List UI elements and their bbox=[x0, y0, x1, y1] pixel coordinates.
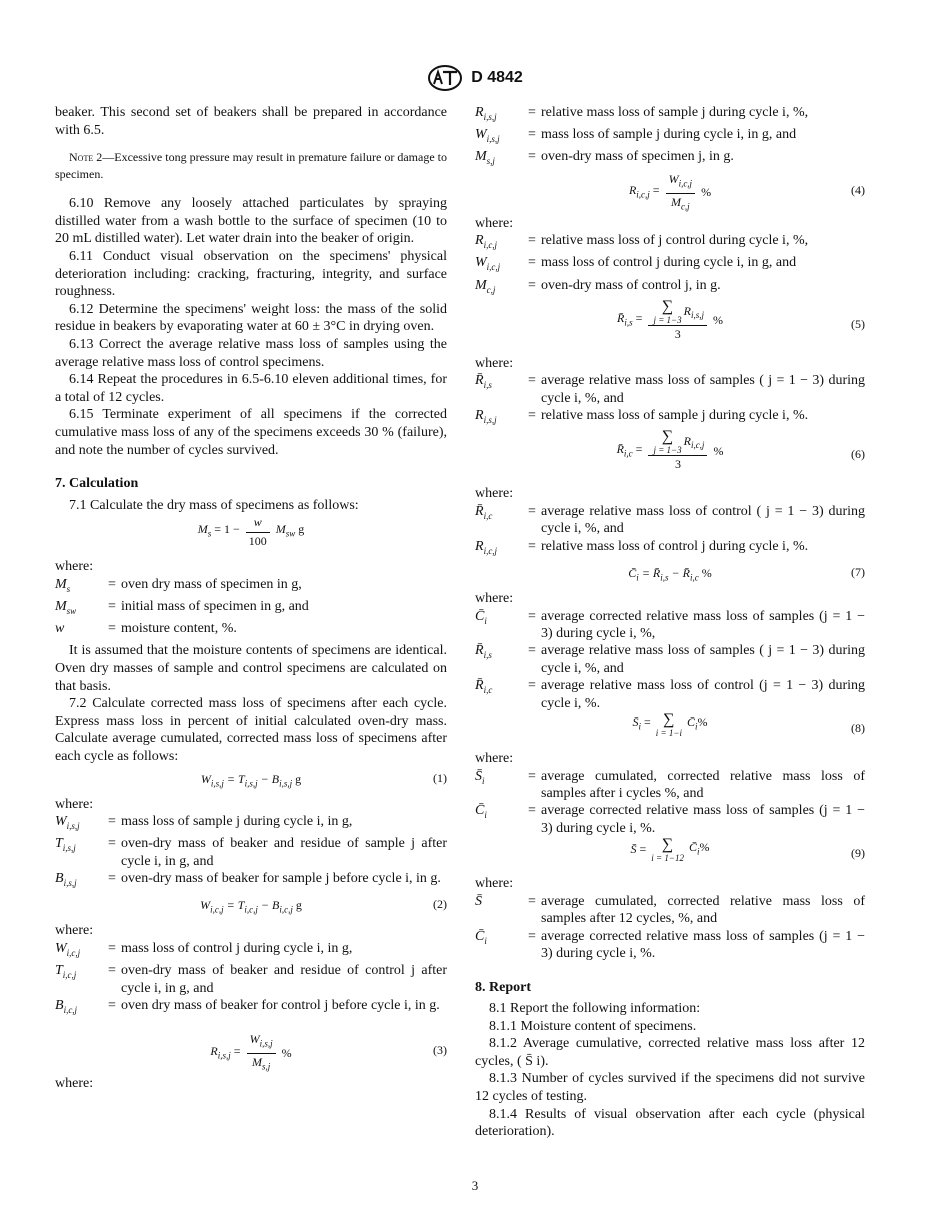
equation-6: $R̄_{i,c}$ = ∑ j = 1−3 $R_{i,c,j}$ 3 % (6) bbox=[616, 428, 865, 472]
equation-dry-mass: $M_s = 1$ − $\frac{w}{100}$ $M_{sw}$ g bbox=[197, 515, 305, 548]
definition-row: $R̄_{i,s}$ = average relative mass loss of samples ( j = 1 − 3) during cycle i, %, and bbox=[475, 643, 865, 676]
definition-row: $R_{i,c,j}$ = relative mass loss of control j during cycle i, %. bbox=[475, 538, 865, 560]
definition-text: mass loss of control j during cycle i, in g, bbox=[121, 941, 353, 957]
paragraph-6-15: 6.15 Terminate experiment of all specimens if the corrected cumulative mass loss of any of the specimens exceeds 30 % (failure), and note the number of cycles survived. bbox=[55, 407, 447, 458]
equation-1: $W_{i,s,j} = T_{i,s,j} - B_{i,s,j}$ g (1) bbox=[200, 770, 447, 789]
definition-symbol: $W_{i,s,j}$ bbox=[55, 814, 80, 832]
definition-text: average cumulated, corrected relative mass loss of samples after 12 cycles, %, and bbox=[541, 893, 865, 927]
definition-row: $W_{i,c,j}$ = mass loss of control j during cycle i, in g, and bbox=[475, 254, 865, 276]
definition-symbol: $C̄_i$ bbox=[475, 608, 487, 626]
equation-number: (4) bbox=[851, 182, 865, 197]
equation-9: S̄ = ∑ i = 1−12 $C̄_i\%$ (9) bbox=[630, 836, 865, 864]
where-label: where: bbox=[475, 486, 514, 502]
note-text: —Excessive tong pressure may result in premature failure or damage to specimen. bbox=[55, 150, 447, 182]
equation-number: (2) bbox=[433, 897, 447, 912]
definitions-equation-2 bbox=[55, 940, 447, 1019]
standard-designation: D 4842 bbox=[471, 69, 523, 86]
definitions-equation-8 bbox=[475, 768, 865, 838]
paragraph-7-2: 7.2 Calculate corrected mass loss of specimens after each cycle. Express mass loss in percent of initial calculated oven-dry mass. Calculate average cumulated, corrected mass loss of specimens after each cycle as follows: bbox=[55, 696, 447, 765]
definition-text: relative mass loss of j control during cycle i, %, bbox=[541, 233, 809, 249]
definition-symbol: $S̄_i$ bbox=[475, 768, 485, 786]
definition-row: $M_s$ = oven dry mass of specimen in g, bbox=[55, 576, 447, 598]
definition-row: $C̄_i$ = average corrected relative mass loss of samples (j = 1 − 3) during cycle i, %, bbox=[475, 608, 865, 642]
definition-symbol: $W_{i,c,j}$ bbox=[55, 941, 81, 958]
equation-number: (9) bbox=[851, 846, 865, 861]
equation-4: $R_{i,c,j}$ = $\frac{W_{i,c,j}}{M_{c,j}}$ % (4) bbox=[628, 171, 865, 211]
definition-row: $C̄_i$ = average corrected relative mass loss of samples (j = 1 − 3) during cycle i, %. bbox=[475, 803, 865, 836]
paragraph-continued: beaker. This second set of beakers shall be prepared in accordance with 6.5. bbox=[55, 105, 447, 138]
definition-symbol: $R̄_{i,s}$ bbox=[475, 643, 492, 661]
paragraph-8-1: 8.1 Report the following information: bbox=[489, 1001, 701, 1017]
definition-text: moisture content, %. bbox=[121, 621, 237, 637]
equation-5: $R̄_{i,s}$ = ∑ j = 1−3 $R_{i,s,j}$ 3 % (5) bbox=[617, 297, 865, 341]
definition-row: $R_{i,s,j}$ = relative mass loss of sample j during cycle i, %. bbox=[475, 407, 865, 429]
definitions-equation-7 bbox=[475, 608, 865, 712]
where-label: where: bbox=[55, 1076, 94, 1092]
definitions-equation-1 bbox=[55, 813, 447, 892]
paragraph-6-12: 6.12 Determine the specimens' weight loss: the mass of the solid residue in beakers by evaporating water at 60 ± 3°C in drying oven. bbox=[55, 301, 447, 335]
definition-symbol: $T_{i,s,j}$ bbox=[55, 836, 76, 854]
paragraph-8-1-4: 8.1.4 Results of visual observation after each cycle (physical deterioration). bbox=[475, 1106, 865, 1140]
paragraph-8-1-1: 8.1.1 Moisture content of specimens. bbox=[489, 1018, 697, 1034]
definition-text: oven-dry mass of beaker and residue of sample j after cycle i, in g, and bbox=[121, 836, 447, 869]
astm-logo-icon bbox=[427, 64, 463, 92]
where-label: where: bbox=[475, 215, 514, 231]
definition-text: oven-dry mass of beaker and residue of control j after cycle i, in g, and bbox=[121, 963, 447, 996]
definition-symbol: S̄ bbox=[475, 893, 482, 909]
equation-number: (3) bbox=[433, 1043, 447, 1058]
definition-text: average corrected relative mass loss of samples (j = 1 − 3) during cycle i, %, bbox=[541, 608, 865, 642]
definition-text: mass loss of control j during cycle i, in g, and bbox=[541, 255, 797, 271]
definition-symbol: $M_{s,j}$ bbox=[475, 149, 495, 167]
definition-text: average corrected relative mass loss of samples (j = 1 − 3) during cycle i, %. bbox=[541, 803, 865, 836]
where-label: where: bbox=[475, 355, 514, 371]
where-label: where: bbox=[55, 796, 94, 812]
definition-row: $M_{c,j}$ = oven-dry mass of control j, in g. bbox=[475, 277, 865, 299]
definition-symbol: $T_{i,c,j}$ bbox=[55, 963, 77, 981]
equation-number: (6) bbox=[851, 447, 865, 462]
definition-symbol: $R̄_{i,c}$ bbox=[475, 504, 493, 521]
definition-symbol: $B_{i,s,j}$ bbox=[55, 871, 77, 889]
definition-text: average cumulated, corrected relative mass loss of samples after i cycles %, and bbox=[541, 768, 865, 802]
definitions-equation-5 bbox=[475, 372, 865, 429]
definition-text: average relative mass loss of control ( j = 1 − 3) during cycle i, %, and bbox=[541, 504, 865, 537]
definition-row: S̄ = average cumulated, corrected relative mass loss of samples after 12 cycles, %, and bbox=[475, 893, 865, 927]
paragraph-6-10: 6.10 Remove any loosely attached particulates by spraying distilled water from a wash bottle to the surface of specimen (10 to 20 mL distilled water). Let water drain into the beaker of origin. bbox=[55, 196, 447, 247]
definition-symbol: $M_{sw}$ bbox=[55, 599, 77, 616]
definition-symbol: $R̄_{i,s}$ bbox=[475, 373, 492, 391]
definition-row: $M_{sw}$ = initial mass of specimen in g, and bbox=[55, 598, 447, 620]
section-8-heading: 8. Report bbox=[475, 979, 531, 995]
equation-3: $R_{i,s,j}$ = $\frac{W_{i,s,j}}{M_{s,j}}$ % (3) bbox=[210, 1032, 447, 1072]
definition-symbol: $R_{i,c,j}$ bbox=[475, 538, 498, 556]
where-label: where: bbox=[475, 751, 514, 767]
equation-8: $S̄_i$ = ∑ i = 1−i $C̄_i\%$ (8) bbox=[632, 711, 865, 739]
paragraph-6-14: 6.14 Repeat the procedures in 6.5-6.10 eleven additional times, for a total of 12 cycles. bbox=[55, 372, 447, 405]
equation-number: (7) bbox=[851, 565, 865, 580]
right-column bbox=[475, 104, 865, 1141]
note-label: Note 2 bbox=[69, 150, 103, 165]
equation-2: $W_{i,c,j} = T_{i,c,j} - B_{i,c,j}$ g (2) bbox=[200, 897, 447, 915]
definition-text: oven dry mass of beaker for control j before cycle i, in g. bbox=[121, 998, 440, 1014]
definition-symbol: $B_{i,c,j}$ bbox=[55, 998, 78, 1015]
definition-symbol: $R̄_{i,c}$ bbox=[475, 678, 493, 696]
page-number: 3 bbox=[471, 1178, 479, 1193]
definition-text: mass loss of sample j during cycle i, in g, and bbox=[541, 127, 797, 143]
definition-symbol: $M_s$ bbox=[55, 576, 71, 594]
equation-number: (1) bbox=[433, 770, 447, 785]
definition-row: $B_{i,c,j}$ = oven dry mass of beaker for control j before cycle i, in g. bbox=[55, 997, 447, 1019]
where-label: where: bbox=[475, 591, 514, 607]
definition-row: $W_{i,c,j}$ = mass loss of control j during cycle i, in g, bbox=[55, 940, 447, 962]
definition-symbol: w bbox=[55, 621, 65, 637]
definition-row: $B_{i,s,j}$ = oven-dry mass of beaker for sample j before cycle i, in g. bbox=[55, 870, 447, 892]
paragraph-6-13: 6.13 Correct the average relative mass loss of samples using the average relative mass loss of control specimens. bbox=[55, 336, 447, 370]
definition-symbol: $C̄_i$ bbox=[475, 803, 487, 821]
definition-text: relative mass loss of sample j during cycle i, %, bbox=[541, 105, 809, 120]
note-2 bbox=[55, 149, 447, 183]
paragraph-6-11: 6.11 Conduct visual observation on the specimens' physical deterioration including: cracking, fracturing, integrity, and surface roughness. bbox=[55, 248, 447, 300]
paragraph-8-1-3: 8.1.3 Number of cycles survived if the specimens did not survive 12 cycles of testing. bbox=[475, 1071, 865, 1105]
definition-row: $R_{i,c,j}$ = relative mass loss of j control during cycle i, %, bbox=[475, 232, 865, 254]
definition-row: $R_{i,s,j}$ = relative mass loss of sample j during cycle i, %, bbox=[475, 104, 865, 126]
where-label: where: bbox=[55, 559, 94, 575]
definition-text: average corrected relative mass loss of samples (j = 1 − 3) during cycle i, %. bbox=[541, 928, 865, 962]
definition-text: initial mass of specimen in g, and bbox=[121, 599, 309, 615]
definition-text: average relative mass loss of samples ( j = 1 − 3) during cycle i, %, and bbox=[541, 373, 865, 406]
definition-row: $S̄_i$ = average cumulated, corrected relative mass loss of samples after i cycles %, and bbox=[475, 768, 865, 802]
definition-symbol: $C̄_i$ bbox=[475, 928, 487, 946]
equation-number: (8) bbox=[851, 721, 865, 736]
definition-row: $M_{s,j}$ = oven-dry mass of specimen j, in g. bbox=[475, 148, 865, 170]
equation-number: (5) bbox=[851, 317, 865, 332]
definition-text: oven-dry mass of control j, in g. bbox=[541, 277, 721, 293]
definition-row: $W_{i,s,j}$ = mass loss of sample j during cycle i, in g, and bbox=[475, 126, 865, 148]
definition-text: oven-dry mass of beaker for sample j before cycle i, in g. bbox=[121, 871, 441, 887]
paragraph-assumption: It is assumed that the moisture contents of specimens are identical. Oven dry masses of sample and control specimens are calculated on that basis. bbox=[55, 643, 447, 694]
definition-row: $R̄_{i,c}$ = average relative mass loss of control ( j = 1 − 3) during cycle i, %, and bbox=[475, 504, 865, 537]
definition-symbol: $W_{i,c,j}$ bbox=[475, 255, 501, 273]
definitions-equation-3 bbox=[475, 104, 865, 171]
definition-text: oven-dry mass of specimen j, in g. bbox=[541, 149, 734, 165]
definition-text: mass loss of sample j during cycle i, in g, bbox=[121, 814, 353, 830]
left-column bbox=[55, 104, 447, 1093]
definition-symbol: $W_{i,s,j}$ bbox=[475, 127, 500, 144]
equation-7: $C̄_i$ = $R̄_{i,s}$ − $R̄_{i,c}$ % (7) bbox=[628, 565, 865, 583]
paragraph-7-1: 7.1 Calculate the dry mass of specimens as follows: bbox=[69, 497, 359, 513]
definitions-dry-mass bbox=[55, 576, 447, 643]
where-label: where: bbox=[475, 876, 514, 892]
definition-text: average relative mass loss of control (j = 1 − 3) during cycle i, %. bbox=[541, 678, 865, 711]
definition-symbol: $R_{i,c,j}$ bbox=[475, 233, 498, 250]
definition-text: oven dry mass of specimen in g, bbox=[121, 576, 302, 592]
definition-symbol: $R_{i,s,j}$ bbox=[475, 408, 497, 426]
where-label: where: bbox=[55, 923, 94, 939]
definitions-equation-4 bbox=[475, 232, 865, 299]
definitions-equation-6 bbox=[475, 503, 865, 560]
definition-row: w = moisture content, %. bbox=[55, 620, 447, 642]
definition-row: $R̄_{i,c}$ = average relative mass loss of control (j = 1 − 3) during cycle i, %. bbox=[475, 678, 865, 711]
definition-text: relative mass loss of control j during cycle i, %. bbox=[541, 538, 809, 554]
definition-symbol: $M_{c,j}$ bbox=[475, 277, 496, 295]
definition-text: relative mass loss of sample j during cycle i, %. bbox=[541, 408, 809, 424]
page-header bbox=[0, 64, 950, 96]
definition-row: $W_{i,s,j}$ = mass loss of sample j during cycle i, in g, bbox=[55, 813, 447, 835]
section-7-heading: 7. Calculation bbox=[55, 476, 139, 492]
definition-row: $C̄_i$ = average corrected relative mass loss of samples (j = 1 − 3) during cycle i, %. bbox=[475, 928, 865, 962]
definition-symbol: $R_{i,s,j}$ bbox=[475, 105, 497, 122]
definition-row: $R̄_{i,s}$ = average relative mass loss of samples ( j = 1 − 3) during cycle i, %, and bbox=[475, 373, 865, 406]
definition-text: average relative mass loss of samples ( j = 1 − 3) during cycle i, %, and bbox=[541, 643, 865, 676]
definitions-equation-9 bbox=[475, 893, 865, 963]
definition-row: $T_{i,s,j}$ = oven-dry mass of beaker and residue of sample j after cycle i, in g, and bbox=[55, 836, 447, 869]
definition-row: $T_{i,c,j}$ = oven-dry mass of beaker and residue of control j after cycle i, in g, and bbox=[55, 963, 447, 996]
paragraph-8-1-2: 8.1.2 Average cumulative, corrected relative mass loss after 12 cycles, ( S̄ i). bbox=[475, 1036, 865, 1069]
